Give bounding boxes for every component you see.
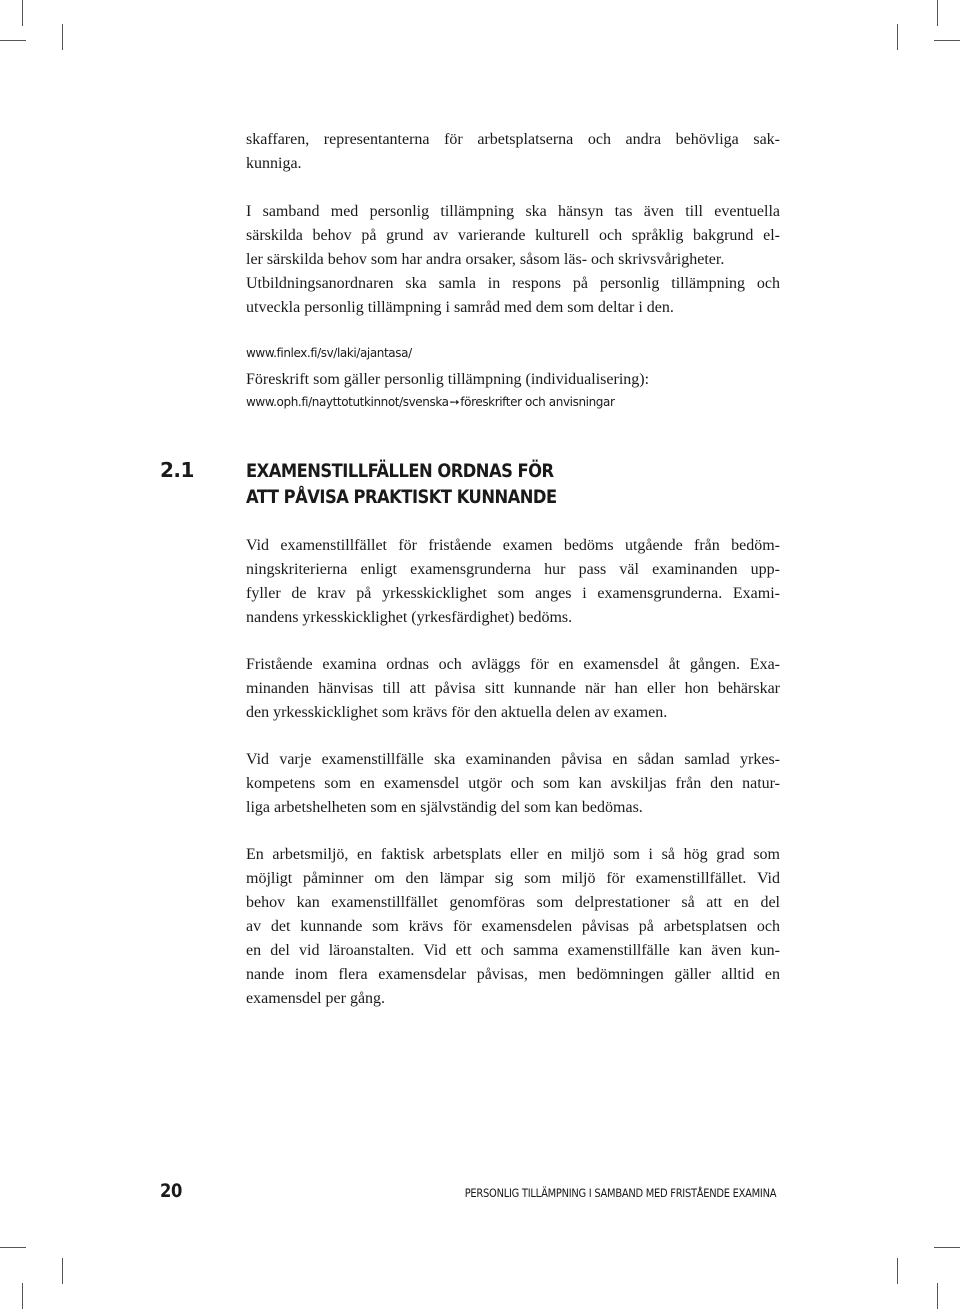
section-title: [246, 458, 557, 510]
text-line: Vid varje examenstillfälle ska examinanden påvisa en sådan samlad yrkes-: [246, 751, 780, 768]
text-line: liga arbetshelheten som en självständig del som kan bedömas.: [246, 799, 643, 816]
text-line: Föreskrift som gäller personlig tillämpning (individualisering):: [246, 371, 650, 388]
text-line: fyller de krav på yrkesskicklighet som anges i examensgrunderna. Exami-: [246, 585, 780, 602]
crop-mark: [897, 1258, 898, 1284]
text-line: kompetens som en examensdel utgör och som kan avskiljas från den natur-: [246, 775, 780, 792]
text-line: nande inom flera examensdelar påvisas, men bedömningen gäller alltid en: [246, 966, 780, 983]
text-line: utveckla personlig tillämpning i samråd med dem som deltar i den.: [246, 299, 674, 316]
page-number: 20: [160, 1180, 182, 1202]
text-line: ler särskilda behov som har andra orsaker, såsom läs- och skrivsvårigheter.: [246, 251, 725, 268]
text-line: kunniga.: [246, 155, 302, 172]
oph-suffix: föreskrifter och anvisningar: [460, 395, 615, 409]
body-paragraph-1: [246, 534, 780, 630]
crop-mark: [934, 40, 960, 41]
text-line: minanden hänvisas till att påvisa sitt kunnande när han eller hon behärskar: [246, 680, 780, 697]
text-line: den yrkesskicklighet som krävs för den aktuella delen av examen.: [246, 704, 668, 721]
finlex-link[interactable]: www.finlex.fi/sv/laki/ajantasa/: [246, 346, 412, 360]
crop-mark: [62, 24, 63, 50]
crop-mark: [0, 40, 26, 41]
text-line: en del vid läroanstalten. Vid ett och samma examenstillfälle kan även kun-: [246, 942, 780, 959]
text-line: av det kunnande som krävs för examensdelen påvisas på arbetsplatsen och: [246, 918, 780, 935]
text-line: examensdel per gång.: [246, 990, 386, 1007]
text-line: möjligt påminner om den lämpar sig som miljö för examenstillfället. Vid: [246, 870, 780, 887]
arrow-right-icon: ➙: [449, 395, 460, 409]
text-line: Vid examenstillfället för fristående examen bedöms utgående från bedöm-: [246, 537, 780, 554]
intro-paragraph: [246, 128, 780, 176]
crop-mark: [934, 1247, 960, 1248]
crop-mark: [22, 1283, 23, 1309]
text-line: En arbetsmiljö, en faktisk arbetsplats eller en miljö som i så hög grad som: [246, 846, 780, 863]
section-title-line: EXAMENSTILLFÄLLEN ORDNAS FÖR: [246, 460, 554, 482]
body-paragraph-4: [246, 843, 780, 1011]
organizer-paragraph: [246, 272, 780, 320]
crop-mark: [62, 1258, 63, 1284]
text-line: nandens yrkesskicklighet (yrkesfärdighet) bedöms.: [246, 609, 573, 626]
text-line: I samband med personlig tillämpning ska hänsyn tas även till eventuella: [246, 203, 780, 220]
body-paragraph-2: [246, 653, 780, 725]
text-line: särskilda behov på grund av varierande kulturell och språklig bakgrund el-: [246, 227, 780, 244]
regulation-text: [246, 368, 780, 392]
crop-mark: [937, 1283, 938, 1309]
section-title-line: ATT PÅVISA PRAKTISKT KUNNANDE: [246, 486, 557, 508]
running-title: PERSONLIG TILLÄMPNING I SAMBAND MED FRISTÅENDE EXAMINA: [464, 1186, 776, 1200]
text-line: Utbildningsanordnaren ska samla in respons på personlig tillämpning och: [246, 275, 780, 292]
text-line: Fristående examina ordnas och avläggs för en examensdel åt gången. Exa-: [246, 656, 780, 673]
crop-mark: [22, 0, 23, 26]
text-line: skaffaren, representanterna för arbetsplatserna och andra behövliga sak-: [246, 131, 780, 148]
section-number: 2.1: [160, 458, 194, 482]
special-needs-paragraph: [246, 200, 780, 272]
text-line: behov kan examenstillfället genomföras som delprestationer så att en del: [246, 894, 780, 911]
oph-url: www.oph.fi/nayttotutkinnot/svenska: [246, 395, 449, 409]
text-line: ningskriterierna enligt examensgrunderna hur pass väl examinanden upp-: [246, 561, 780, 578]
crop-mark: [897, 24, 898, 50]
crop-mark: [937, 0, 938, 26]
oph-link[interactable]: [246, 395, 615, 409]
body-paragraph-3: [246, 748, 780, 820]
crop-mark: [0, 1247, 26, 1248]
